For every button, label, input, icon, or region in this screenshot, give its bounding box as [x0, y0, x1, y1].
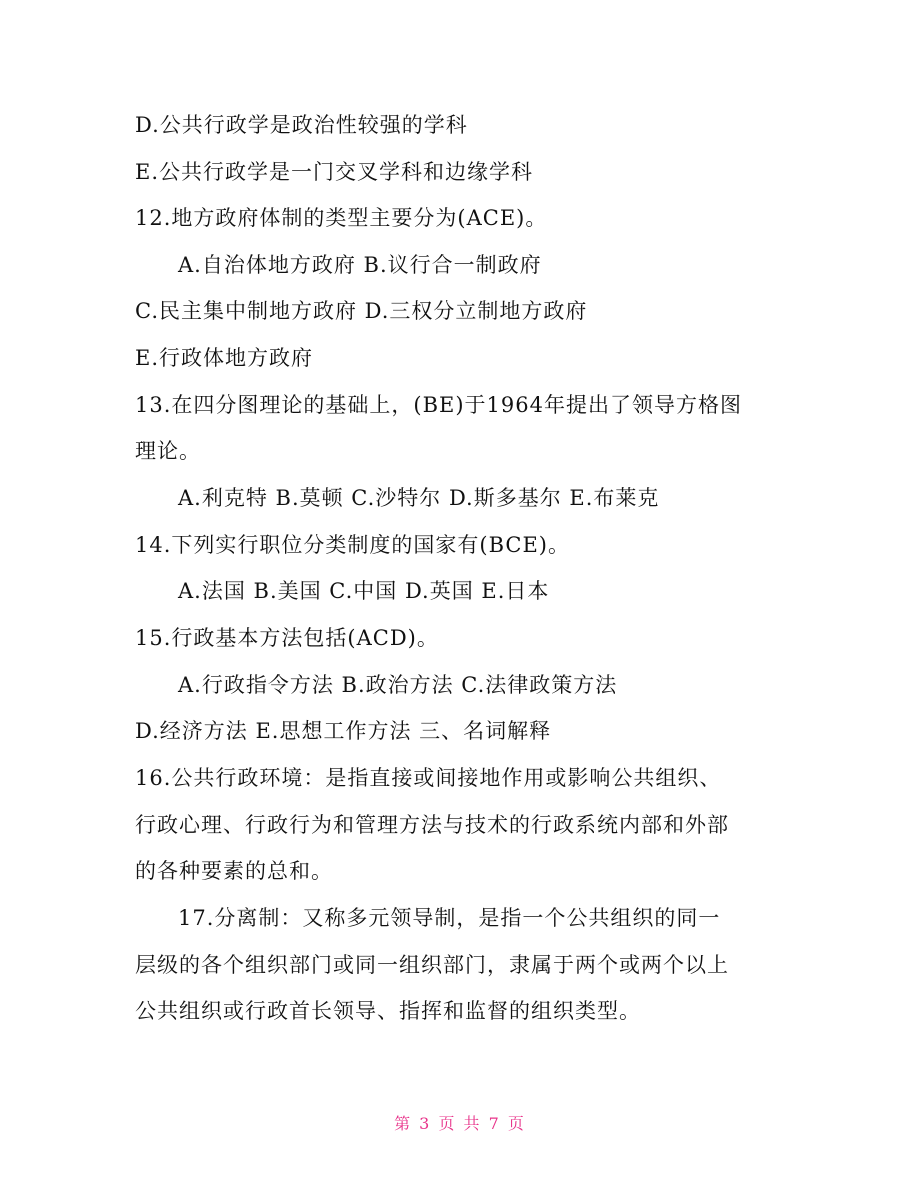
question-13: 13.在四分图理论的基础上，(BE)于1964年提出了领导方格图 [135, 393, 742, 417]
text-line: 理论。 [135, 439, 201, 463]
definition-16: 16.公共行政环境：是指直接或间接地作用或影响公共组织、 [135, 766, 722, 790]
option-line: D.经济方法 E.思想工作方法 三、名词解释 [135, 719, 552, 743]
option-line: C.民主集中制地方政府 D.三权分立制地方政府 [135, 299, 588, 323]
option-line: A.行政指令方法 B.政治方法 C.法律政策方法 [178, 673, 618, 697]
question-12: 12.地方政府体制的类型主要分为(ACE)。 [135, 206, 548, 230]
question-14: 14.下列实行职位分类制度的国家有(BCE)。 [135, 533, 571, 557]
text-line: 行政心理、行政行为和管理方法与技术的行政系统内部和外部 [135, 813, 729, 837]
text-line: E.公共行政学是一门交叉学科和边缘学科 [135, 160, 534, 184]
definition-17: 17.分离制：又称多元领导制，是指一个公共组织的同一 [178, 906, 721, 930]
option-line: A.法国 B.美国 C.中国 D.英国 E.日本 [178, 579, 550, 603]
text-line: D.公共行政学是政治性较强的学科 [135, 113, 468, 137]
option-line: A.利克特 B.莫顿 C.沙特尔 D.斯多基尔 E.布莱克 [178, 486, 660, 510]
text-line: 层级的各个组织部门或同一组织部门，隶属于两个或两个以上 [135, 953, 729, 977]
option-line: A.自治体地方政府 B.议行合一制政府 [178, 253, 542, 277]
page-footer: 第 3 页 共 7 页 [394, 1114, 526, 1133]
text-line: 的各种要素的总和。 [135, 859, 333, 883]
text-line: 公共组织或行政首长领导、指挥和监督的组织类型。 [135, 999, 641, 1023]
question-15: 15.行政基本方法包括(ACD)。 [135, 626, 439, 650]
option-line: E.行政体地方政府 [135, 346, 314, 370]
